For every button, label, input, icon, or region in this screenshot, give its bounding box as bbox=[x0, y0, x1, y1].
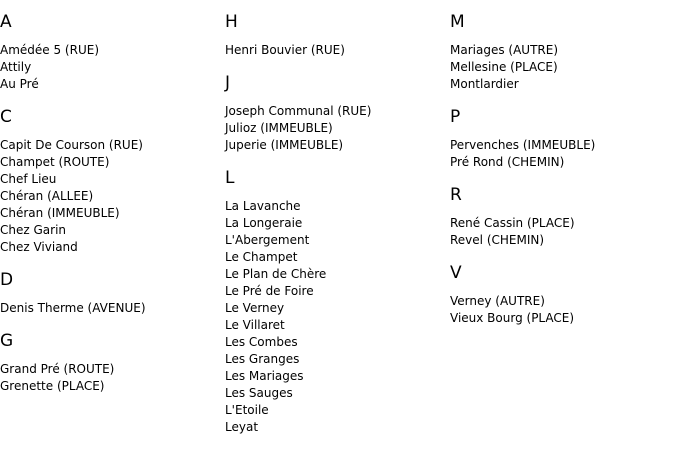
section-r bbox=[450, 185, 670, 249]
section-letter-heading: H bbox=[225, 12, 238, 32]
street-link-la-lavanche[interactable]: La Lavanche bbox=[225, 199, 301, 213]
street-link-verney-autre[interactable]: Verney (AUTRE) bbox=[450, 294, 545, 308]
section-letter-heading: D bbox=[0, 270, 14, 290]
street-link-julioz-immeuble[interactable]: Julioz (IMMEUBLE) bbox=[225, 121, 333, 135]
street-link-denis-therme-avenue[interactable]: Denis Therme (AVENUE) bbox=[0, 301, 146, 315]
street-link-attily[interactable]: Attily bbox=[0, 60, 32, 74]
street-link-rene-cassin-place[interactable]: René Cassin (PLACE) bbox=[450, 216, 575, 230]
street-link-juperie-immeuble[interactable]: Juperie (IMMEUBLE) bbox=[225, 138, 344, 152]
section-p bbox=[450, 107, 670, 171]
street-list bbox=[0, 361, 220, 395]
section-letter-heading: A bbox=[0, 12, 12, 32]
index-column-3 bbox=[450, 12, 670, 341]
street-link-l-etoile[interactable]: L'Etoile bbox=[225, 403, 269, 417]
street-link-le-verney[interactable]: Le Verney bbox=[225, 301, 285, 315]
section-letter-heading: J bbox=[225, 73, 231, 93]
street-link-cheran-allee[interactable]: Chéran (ALLEE) bbox=[0, 189, 94, 203]
street-list bbox=[225, 42, 445, 59]
street-list bbox=[0, 137, 220, 256]
street-link-mellesine-place[interactable]: Mellesine (PLACE) bbox=[450, 60, 558, 74]
section-letter-heading: P bbox=[450, 107, 461, 127]
street-list bbox=[0, 300, 220, 317]
street-list bbox=[450, 42, 670, 93]
section-j bbox=[225, 73, 445, 154]
street-link-les-sauges[interactable]: Les Sauges bbox=[225, 386, 293, 400]
street-link-le-villaret[interactable]: Le Villaret bbox=[225, 318, 285, 332]
street-list bbox=[450, 293, 670, 327]
street-list bbox=[450, 137, 670, 171]
street-list bbox=[450, 215, 670, 249]
section-letter-heading: M bbox=[450, 12, 465, 32]
street-link-henri-bouvier-rue[interactable]: Henri Bouvier (RUE) bbox=[225, 43, 345, 57]
street-link-leyat[interactable]: Leyat bbox=[225, 420, 259, 434]
street-link-pervenches-immeuble[interactable]: Pervenches (IMMEUBLE) bbox=[450, 138, 596, 152]
index-column-2 bbox=[225, 12, 445, 450]
section-letter-heading: R bbox=[450, 185, 462, 205]
street-link-montlardier[interactable]: Montlardier bbox=[450, 77, 519, 91]
street-link-chez-garin[interactable]: Chez Garin bbox=[0, 223, 67, 237]
section-a bbox=[0, 12, 220, 93]
street-link-mariages-autre[interactable]: Mariages (AUTRE) bbox=[450, 43, 558, 57]
street-link-le-plan-de-chere[interactable]: Le Plan de Chère bbox=[225, 267, 327, 281]
section-v bbox=[450, 263, 670, 327]
street-list bbox=[225, 198, 445, 436]
section-m bbox=[450, 12, 670, 93]
street-link-le-pre-de-foire[interactable]: Le Pré de Foire bbox=[225, 284, 314, 298]
street-link-pre-rond-chemin[interactable]: Pré Rond (CHEMIN) bbox=[450, 155, 565, 169]
street-link-amedee-5-rue[interactable]: Amédée 5 (RUE) bbox=[0, 43, 99, 57]
section-d bbox=[0, 270, 220, 317]
street-link-au-pre[interactable]: Au Pré bbox=[0, 77, 39, 91]
section-l bbox=[225, 168, 445, 436]
street-link-vieux-bourg-place[interactable]: Vieux Bourg (PLACE) bbox=[450, 311, 575, 325]
street-link-grand-pre-route[interactable]: Grand Pré (ROUTE) bbox=[0, 362, 115, 376]
section-h bbox=[225, 12, 445, 59]
street-link-cheran-immeuble[interactable]: Chéran (IMMEUBLE) bbox=[0, 206, 120, 220]
street-link-champet-route[interactable]: Champet (ROUTE) bbox=[0, 155, 110, 169]
street-list bbox=[225, 103, 445, 154]
section-letter-heading: L bbox=[225, 168, 235, 188]
section-letter-heading: V bbox=[450, 263, 462, 283]
street-link-revel-chemin[interactable]: Revel (CHEMIN) bbox=[450, 233, 545, 247]
street-link-chez-viviand[interactable]: Chez Viviand bbox=[0, 240, 78, 254]
section-g bbox=[0, 331, 220, 395]
street-link-les-mariages[interactable]: Les Mariages bbox=[225, 369, 304, 383]
index-column-1 bbox=[0, 12, 220, 409]
section-c bbox=[0, 107, 220, 256]
street-link-grenette-place[interactable]: Grenette (PLACE) bbox=[0, 379, 105, 393]
section-letter-heading: C bbox=[0, 107, 12, 127]
street-link-joseph-communal-rue[interactable]: Joseph Communal (RUE) bbox=[225, 104, 372, 118]
street-link-capit-de-courson-rue[interactable]: Capit De Courson (RUE) bbox=[0, 138, 143, 152]
street-link-les-granges[interactable]: Les Granges bbox=[225, 352, 300, 366]
section-letter-heading: G bbox=[0, 331, 14, 351]
street-link-l-abergement[interactable]: L'Abergement bbox=[225, 233, 310, 247]
street-link-les-combes[interactable]: Les Combes bbox=[225, 335, 298, 349]
street-link-le-champet[interactable]: Le Champet bbox=[225, 250, 298, 264]
street-link-chef-lieu[interactable]: Chef Lieu bbox=[0, 172, 57, 186]
street-list bbox=[0, 42, 220, 93]
street-link-la-longeraie[interactable]: La Longeraie bbox=[225, 216, 303, 230]
